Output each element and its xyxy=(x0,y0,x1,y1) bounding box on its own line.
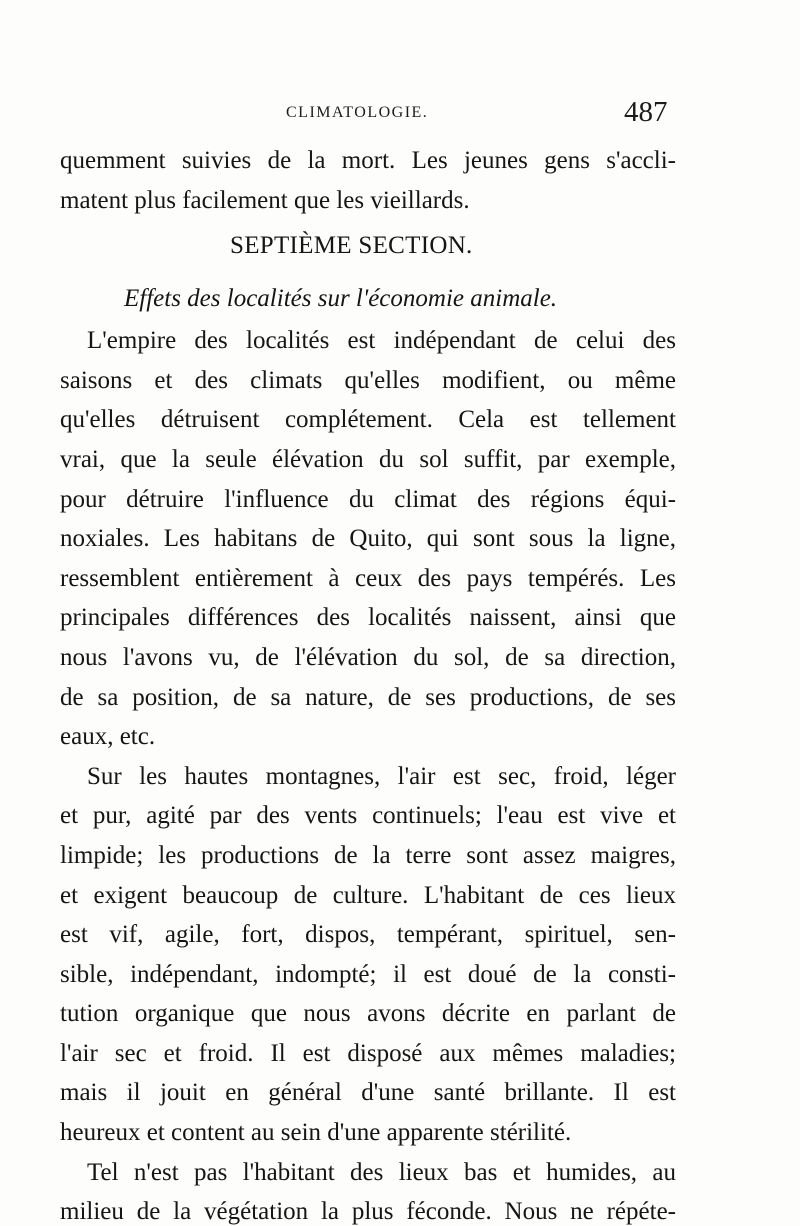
text-line: et exigent beaucoup de culture. L'habitant de ces lieux xyxy=(60,881,676,909)
section-title: SEPTIÈME SECTION. xyxy=(230,232,473,260)
text-line: l'air sec et froid. Il est disposé aux mêmes maladies; xyxy=(60,1039,676,1067)
text-line: L'empire des localités est indépendant de celui des xyxy=(87,327,676,355)
body-text xyxy=(60,141,676,1226)
text-line: Tel n'est pas l'habitant des lieux bas et humides, au xyxy=(87,1158,676,1186)
text-line: et pur, agité par des vents continuels; l'eau est vive et xyxy=(60,802,676,830)
text-line: sible, indépendant, indompté; il est doué de la consti- xyxy=(60,960,676,988)
text-line: quemment suivies de la mort. Les jeunes gens s'accli- xyxy=(60,147,676,174)
section-subtitle: Effets des localités sur l'économie animale. xyxy=(124,285,558,313)
continuation-paragraph xyxy=(60,141,676,220)
text-line: tution organique que nous avons décrite en parlant de xyxy=(60,1000,676,1028)
paragraph xyxy=(60,321,676,757)
page-number: 487 xyxy=(624,96,668,128)
text-line: ressemblent entièrement à ceux des pays tempérés. Les xyxy=(60,564,676,592)
paragraph xyxy=(60,757,676,1153)
text-line: milieu de la végétation la plus féconde. Nous ne répéte- xyxy=(60,1198,676,1226)
text-line: noxiales. Les habitans de Quito, qui sont sous la ligne, xyxy=(60,525,676,553)
text-line: de sa position, de sa nature, de ses productions, de ses xyxy=(60,683,676,711)
text-line: vrai, que la seule élévation du sol suffit, par exemple, xyxy=(60,445,676,473)
text-line: heureux et content au sein d'une apparente stérilité. xyxy=(60,1119,572,1147)
text-line: pour détruire l'influence du climat des régions équi- xyxy=(60,485,676,513)
text-line: matent plus facilement que les vieillards. xyxy=(60,186,470,214)
text-line: principales différences des localités naissent, ainsi que xyxy=(60,604,676,632)
text-line: saisons et des climats qu'elles modifient, ou même xyxy=(60,366,676,394)
text-line: est vif, agile, fort, dispos, tempérant, spirituel, sen- xyxy=(60,921,676,949)
text-line: mais il jouit en général d'une santé brillante. Il est xyxy=(60,1079,676,1107)
text-line: limpide; les productions de la terre sont assez maigres, xyxy=(60,841,676,869)
text-line: eaux, etc. xyxy=(60,723,156,751)
text-line: qu'elles détruisent complétement. Cela est tellement xyxy=(60,406,676,434)
paragraph xyxy=(60,1153,676,1226)
text-line: Sur les hautes montagnes, l'air est sec, froid, léger xyxy=(87,762,676,790)
text-line: nous l'avons vu, de l'élévation du sol, de sa direction, xyxy=(60,643,676,671)
running-head: CLIMATOLOGIE. xyxy=(286,104,429,121)
